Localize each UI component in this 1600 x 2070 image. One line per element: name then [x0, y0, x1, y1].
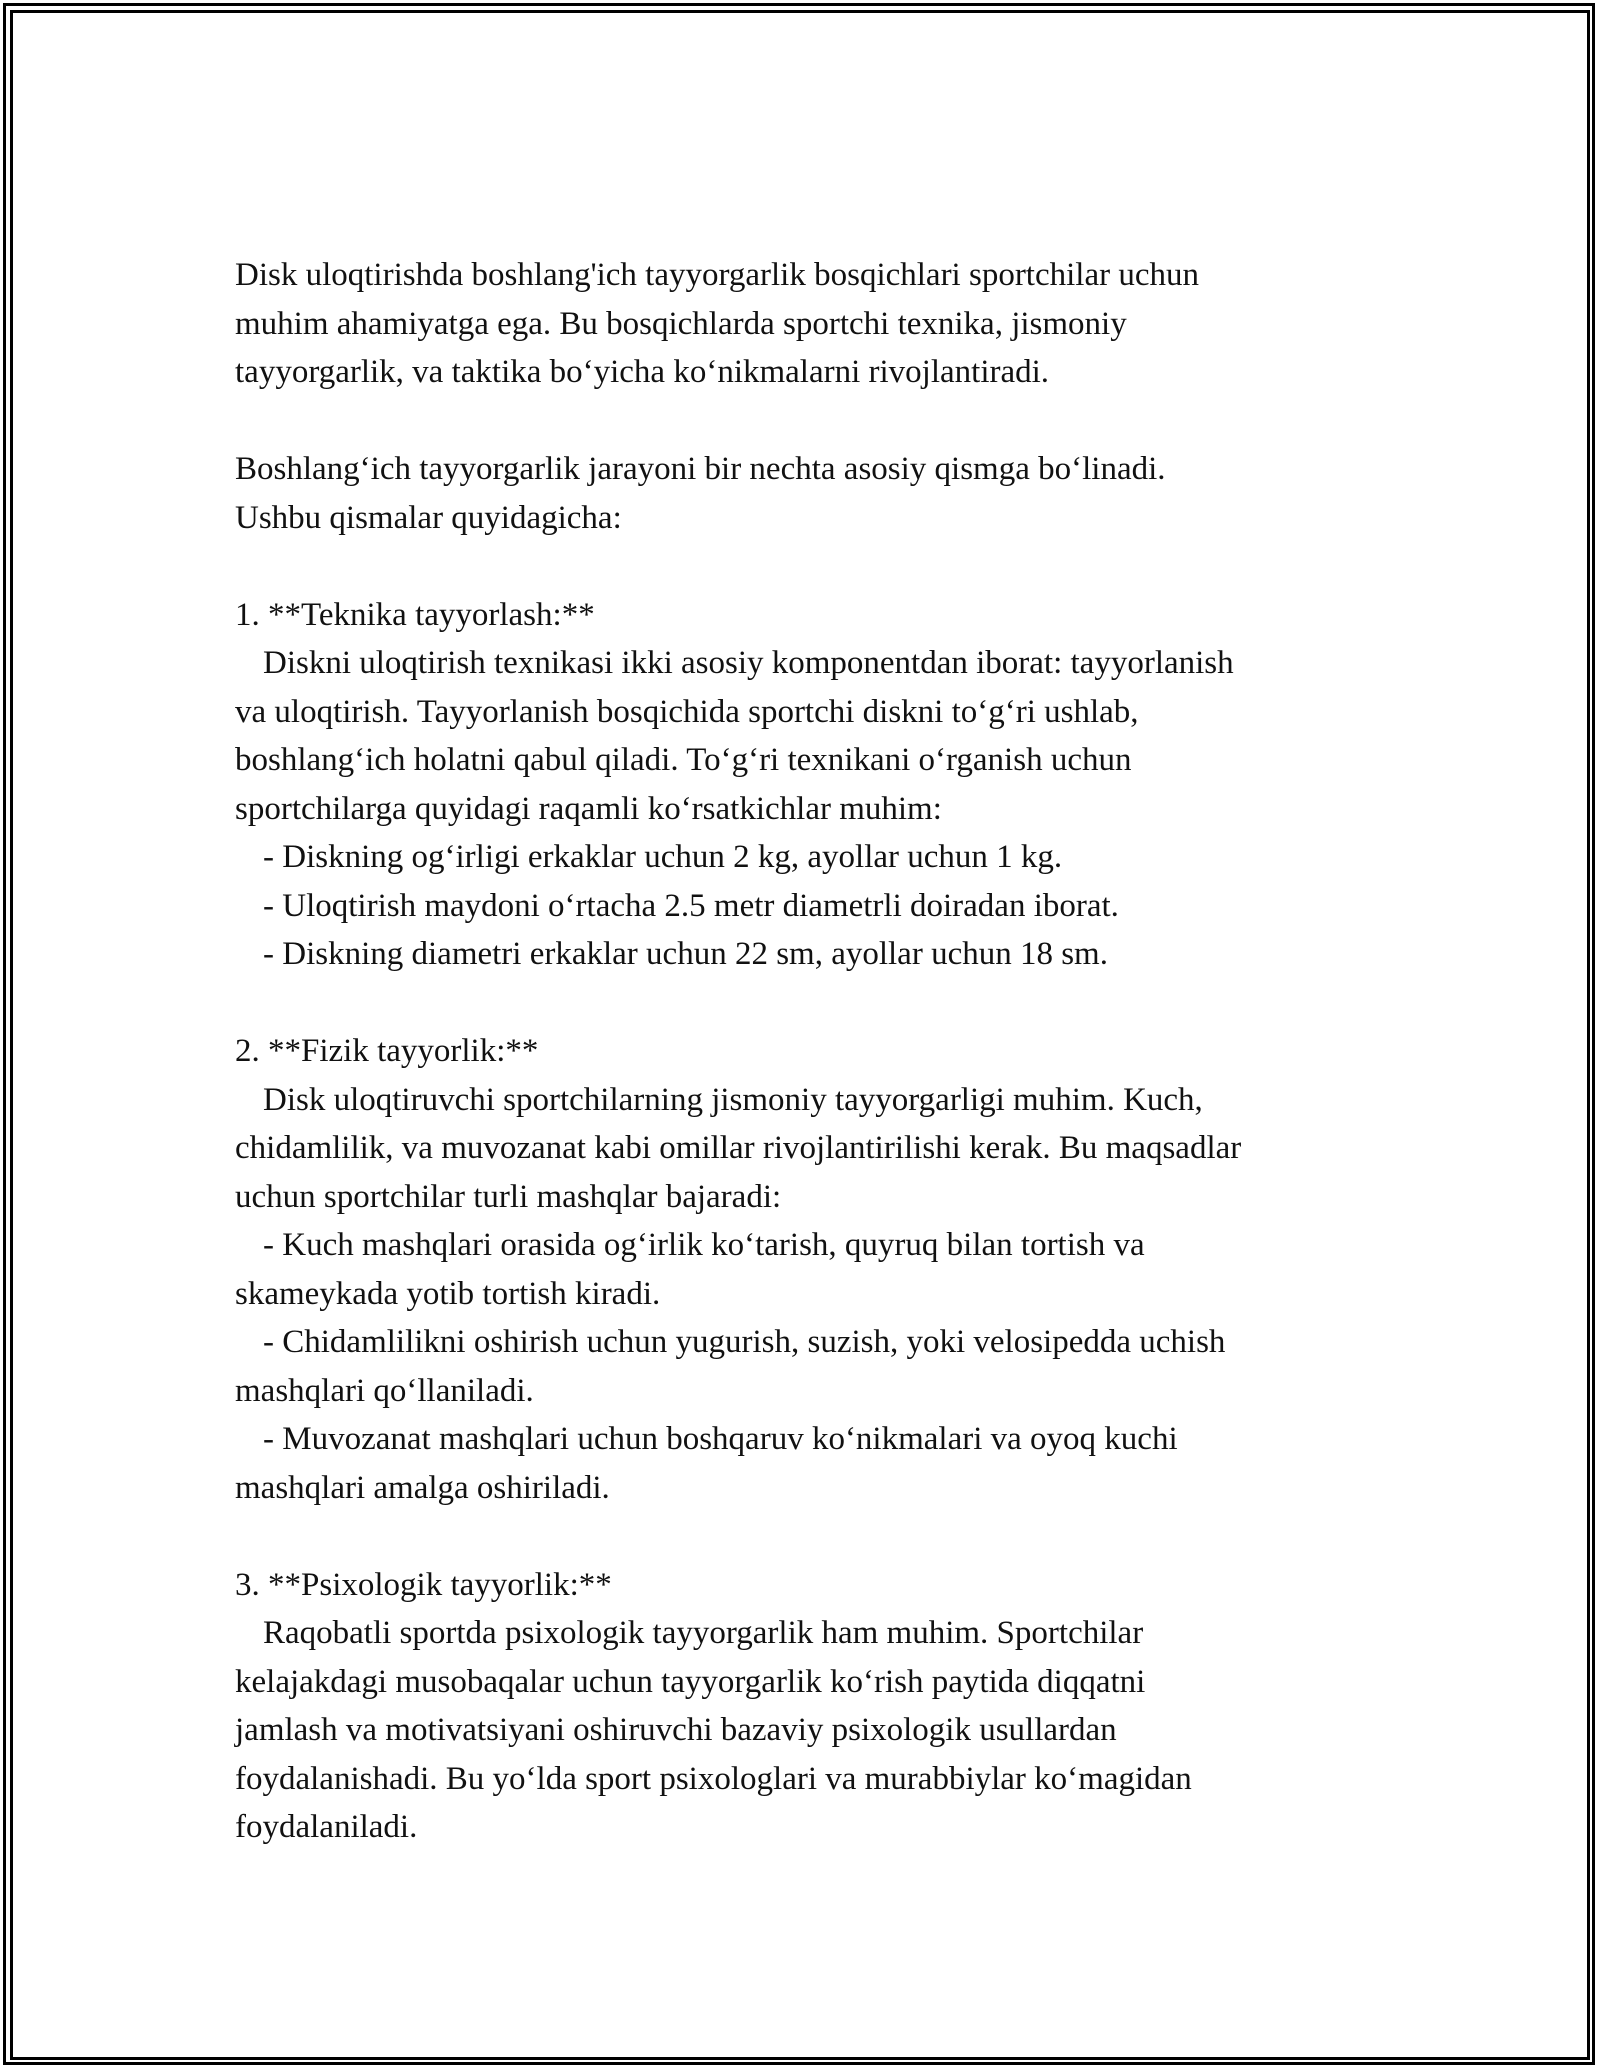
document-body: [235, 251, 1375, 1852]
intro-paragraph: Disk uloqtirishda boshlang'ich tayyorgarlik bosqichlari sportchilar uchun muhim ahamiyatga ega. Bu bosqichlarda sportchi texnika, jismoniy tayyorgarlik, va taktika bo‘yicha ko‘nikmalarni rivojlantiradi.: [235, 257, 1199, 390]
section-technique: [235, 591, 1375, 979]
bullet-item: - Uloqtirish maydoni o‘rtacha 2.5 metr diametrli doiradan iborat.: [263, 887, 1119, 924]
section-body: Diskni uloqtirish texnikasi ikki asosiy komponentdan iborat: tayyorlanish va uloqtirish. Tayyorlanish bosqichida sportchi diskni to‘g‘ri ushlab, boshlang‘ich holatni qabul qiladi. To‘g‘ri texnikani o‘rganish uchun sportchilarga quyidagi raqamli ko‘rsatkichlar muhim:: [235, 645, 1234, 827]
section-body: Raqobatli sportda psixologik tayyorgarlik ham muhim. Sportchilar kelajakdagi musobaqalar uchun tayyorgarlik ko‘rish paytida diqqatni jamlash va motivatsiyani oshiruvchi bazaviy psixologik usullardan foydalanishadi. Bu yo‘lda sport psixologlari va murabbiylar ko‘magidan foydalaniladi.: [235, 1615, 1192, 1845]
bullet-item: - Diskning diametri erkaklar uchun 22 sm, ayollar uchun 18 sm.: [263, 936, 1108, 972]
bullet-item: - Diskning og‘irligi erkaklar uchun 2 kg, ayollar uchun 1 kg.: [263, 839, 1063, 875]
section-psychological: [235, 1561, 1375, 1852]
section-physical: [235, 1027, 1375, 1512]
paragraph-gap: [235, 397, 1375, 446]
section-heading: 3. **Psixologik tayyorlik:**: [235, 1566, 612, 1603]
bullet-item: - Muvozanat mashqlari uchun boshqaruv ko‘nikmalari va oyoq kuchi mashqlari amalga oshiriladi.: [235, 1421, 1178, 1506]
section-body: Disk uloqtiruvchi sportchilarning jismoniy tayyorgarligi muhim. Kuch, chidamlilik, va muvozanat kabi omillar rivojlantirilishi kerak. Bu maqsadlar uchun sportchilar turli mashqlar bajaradi:: [235, 1081, 1242, 1215]
bullet-item: - Kuch mashqlari orasida og‘irlik ko‘tarish, quyruq bilan tortish va skameykada yotib tortish kiradi.: [235, 1227, 1145, 1312]
bullet-item: - Chidamlilikni oshirish uchun yugurish, suzish, yoki velosipedda uchish mashqlari qo‘llaniladi.: [235, 1324, 1226, 1409]
paragraph-gap: [235, 1512, 1375, 1561]
paragraph-gap: [235, 542, 1375, 591]
section-heading: 2. **Fizik tayyorlik:**: [235, 1033, 539, 1069]
overview-paragraph: Boshlang‘ich tayyorgarlik jarayoni bir nechta asosiy qismga bo‘linadi. Ushbu qismalar quyidagicha:: [235, 451, 1166, 536]
section-heading: 1. **Teknika tayyorlash:**: [235, 596, 595, 633]
paragraph-gap: [235, 979, 1375, 1028]
